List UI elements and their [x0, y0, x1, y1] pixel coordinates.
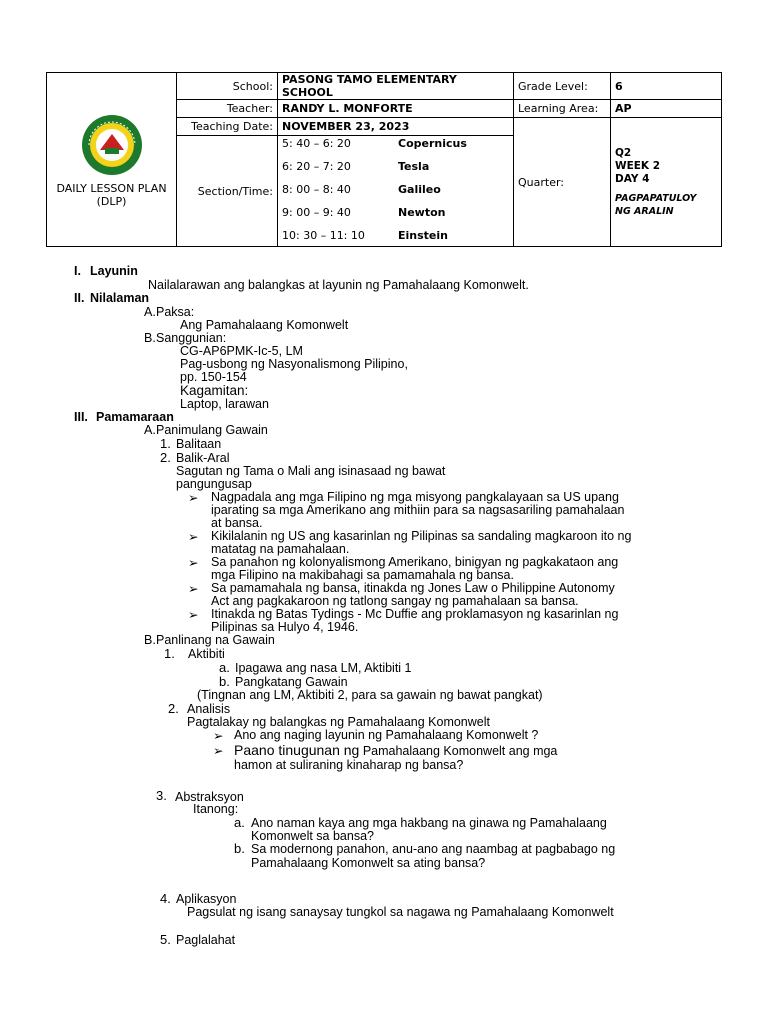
section-title-nilalaman: Nilalaman [90, 291, 150, 305]
abstraksyon-q: Komonwelt sa bansa? [251, 829, 374, 843]
quarter-label: Quarter: [514, 118, 611, 247]
analisis-text: Pagtalakay ng balangkas ng Pamahalaang Komonwelt [187, 715, 490, 729]
arrow-bullet-icon: ➢ [188, 556, 199, 570]
school-value: PASONG TAMO ELEMENTARY SCHOOL [278, 73, 514, 100]
bullet-line: mga Filipino na makibahagi sa pamamahala ng bansa. [211, 568, 514, 582]
bullet-line: Nagpadala ang mga Filipino ng mga misyong pangkalayaan sa US upang [211, 490, 619, 504]
logo-cell [47, 73, 177, 247]
schedule-section: Galileo [398, 183, 441, 196]
school-label: School: [177, 73, 278, 100]
balik-aral-label: Balik-Aral [176, 451, 230, 465]
item-label: B. [144, 633, 156, 647]
paksa-text: Ang Pamahalaang Komonwelt [180, 318, 349, 332]
section-title-pamamaraan: Pamamaraan [96, 410, 174, 424]
arrow-bullet-icon: ➢ [188, 530, 199, 544]
schedule-time: 6: 20 – 7: 20 [282, 160, 351, 173]
section-time-label: Section/Time: [177, 136, 278, 247]
aktibiti-b: Pangkatang Gawain [235, 675, 348, 689]
bullet-line: Act ang pagkakaroon ng tatlong sangay ng pamahalaan sa bansa. [211, 594, 579, 608]
item-letter: a. [219, 660, 230, 675]
item-number: 2. [160, 450, 171, 465]
schedule-time: 10: 30 – 11: 10 [282, 229, 365, 242]
area-label: Learning Area: [514, 100, 611, 118]
analisis-question [234, 742, 557, 758]
balitaan-label: Balitaan [176, 437, 222, 451]
quarter-value [611, 118, 722, 247]
bullet-line: matatag na pamahalaan. [211, 542, 350, 556]
schedule-cell [278, 136, 514, 247]
section-number: II. [74, 291, 85, 305]
item-letter: b. [234, 841, 245, 856]
abstraksyon-q: Ano naman kaya ang mga hakbang na ginawa ng Pamahalaang [251, 816, 607, 830]
abstraksyon-q: Pamahalaang Komonwelt sa ating bansa? [251, 856, 486, 870]
item-number: 3. [156, 788, 167, 803]
bullet-line: Kikilalanin ng US ang kasarinlan ng Pilipinas sa sandaling magkaroon ito ng [211, 529, 632, 543]
item-letter: a. [234, 815, 245, 830]
section-number: I. [74, 264, 81, 278]
schedule-time: 9: 00 – 9: 40 [282, 206, 351, 219]
bullet-line: Pilipinas sa Hulyo 4, 1946. [211, 620, 359, 634]
schedule-time: 5: 40 – 6: 20 [282, 137, 351, 150]
layunin-text: Nailalarawan ang balangkas at layunin ng Pamahalaang Komonwelt. [148, 278, 529, 292]
grade-value: 6 [611, 73, 722, 100]
date-value: NOVEMBER 23, 2023 [278, 118, 514, 136]
area-value: AP [611, 100, 722, 118]
aktibiti-note: (Tingnan ang LM, Aktibiti 2, para sa gawain ng bawat pangkat) [197, 688, 543, 702]
aplikasyon-label: Aplikasyon [176, 892, 237, 906]
itanong-label: Itanong: [193, 802, 239, 816]
panlinang-gawain-label: Panlinang na Gawain [156, 633, 275, 647]
quarter-note: PAGPAPATULOY [615, 192, 697, 204]
analisis-label: Analisis [187, 702, 231, 716]
aktibiti-label: Aktibiti [188, 647, 225, 661]
school-logo-icon [81, 114, 143, 176]
item-label: A. [144, 423, 156, 437]
arrow-bullet-icon: ➢ [188, 608, 199, 622]
schedule-list [278, 138, 513, 244]
reference-line: Pag-usbong ng Nasyonalismong Pilipino, [180, 357, 408, 371]
balik-aral-instruction: pangungusap [176, 477, 252, 491]
analisis-question-rest: Pamahalaang Komonwelt ang mga [359, 744, 558, 758]
item-number: 1. [160, 436, 171, 451]
schedule-section: Newton [398, 206, 446, 219]
quarter-line: WEEK 2 [615, 159, 661, 172]
date-label: Teaching Date: [177, 118, 278, 136]
quarter-line: Q2 [615, 146, 632, 159]
analisis-question-lead: Paano tinugunan ng [234, 742, 360, 758]
section-title-layunin: Layunin [90, 264, 138, 278]
dlp-header-table [46, 72, 722, 247]
quarter-line: DAY 4 [615, 172, 650, 185]
analisis-question: Ano ang naging layunin ng Pamahalaang Komonwelt ? [234, 728, 539, 742]
reference-line: pp. 150-154 [180, 370, 247, 384]
item-number: 4. [160, 891, 171, 906]
dlp-subtitle: (DLP) [96, 194, 127, 208]
bullet-line: at bansa. [211, 516, 263, 530]
kagamitan-label: Kagamitan: [180, 383, 249, 398]
item-label: A. [144, 305, 156, 319]
paksa-label: Paksa: [156, 305, 195, 319]
reference-line: CG-AP6PMK-Ic-5, LM [180, 344, 303, 358]
schedule-section: Tesla [398, 160, 430, 173]
aktibiti-a: Ipagawa ang nasa LM, Aktibiti 1 [235, 661, 412, 675]
panimulang-gawain-label: Panimulang Gawain [156, 423, 268, 437]
item-label: B. [144, 331, 156, 345]
balik-aral-instruction: Sagutan ng Tama o Mali ang isinasaad ng bawat [176, 464, 446, 478]
kagamitan-text: Laptop, larawan [180, 397, 269, 411]
analisis-question-cont: hamon at suliraning kinaharap ng bansa? [234, 758, 464, 772]
schedule-section: Copernicus [398, 137, 467, 150]
arrow-bullet-icon: ➢ [213, 744, 224, 758]
item-number: 2. [168, 701, 179, 716]
abstraksyon-q: Sa modernong panahon, anu-ano ang naambag at pagbabago ng [251, 842, 616, 856]
bullet-line: Itinakda ng Batas Tydings - Mc Duffie ang proklamasyon ng kasarinlan ng [211, 607, 619, 621]
paglalahat-label: Paglalahat [176, 933, 236, 947]
teacher-value: RANDY L. MONFORTE [278, 100, 514, 118]
arrow-bullet-icon: ➢ [188, 582, 199, 596]
bullet-line: Sa panahon ng kolonyalismong Amerikano, binigyan ng pagkakataon ang [211, 555, 619, 569]
schedule-time: 8: 00 – 8: 40 [282, 183, 351, 196]
item-number: 1. [164, 646, 175, 661]
schedule-section: Einstein [398, 229, 448, 242]
section-number: III. [74, 410, 88, 424]
abstraksyon-label: Abstraksyon [175, 790, 244, 804]
arrow-bullet-icon: ➢ [188, 491, 199, 505]
quarter-note: NG ARALIN [615, 205, 674, 217]
teacher-label: Teacher: [177, 100, 278, 118]
grade-label: Grade Level: [514, 73, 611, 100]
arrow-bullet-icon: ➢ [213, 729, 224, 743]
item-number: 5. [160, 932, 171, 947]
sanggunian-label: Sanggunian: [156, 331, 227, 345]
item-letter: b. [219, 674, 230, 689]
bullet-line: Sa pamamahala ng bansa, itinakda ng Jones Law o Philippine Autonomy [211, 581, 615, 595]
bullet-line: iparating sa mga Amerikano ang mithiin para sa nagsasariling pamahalaan [211, 503, 625, 517]
dlp-title: DAILY LESSON PLAN [56, 181, 167, 195]
aplikasyon-text: Pagsulat ng isang sanaysay tungkol sa nagawa ng Pamahalaang Komonwelt [187, 905, 614, 919]
